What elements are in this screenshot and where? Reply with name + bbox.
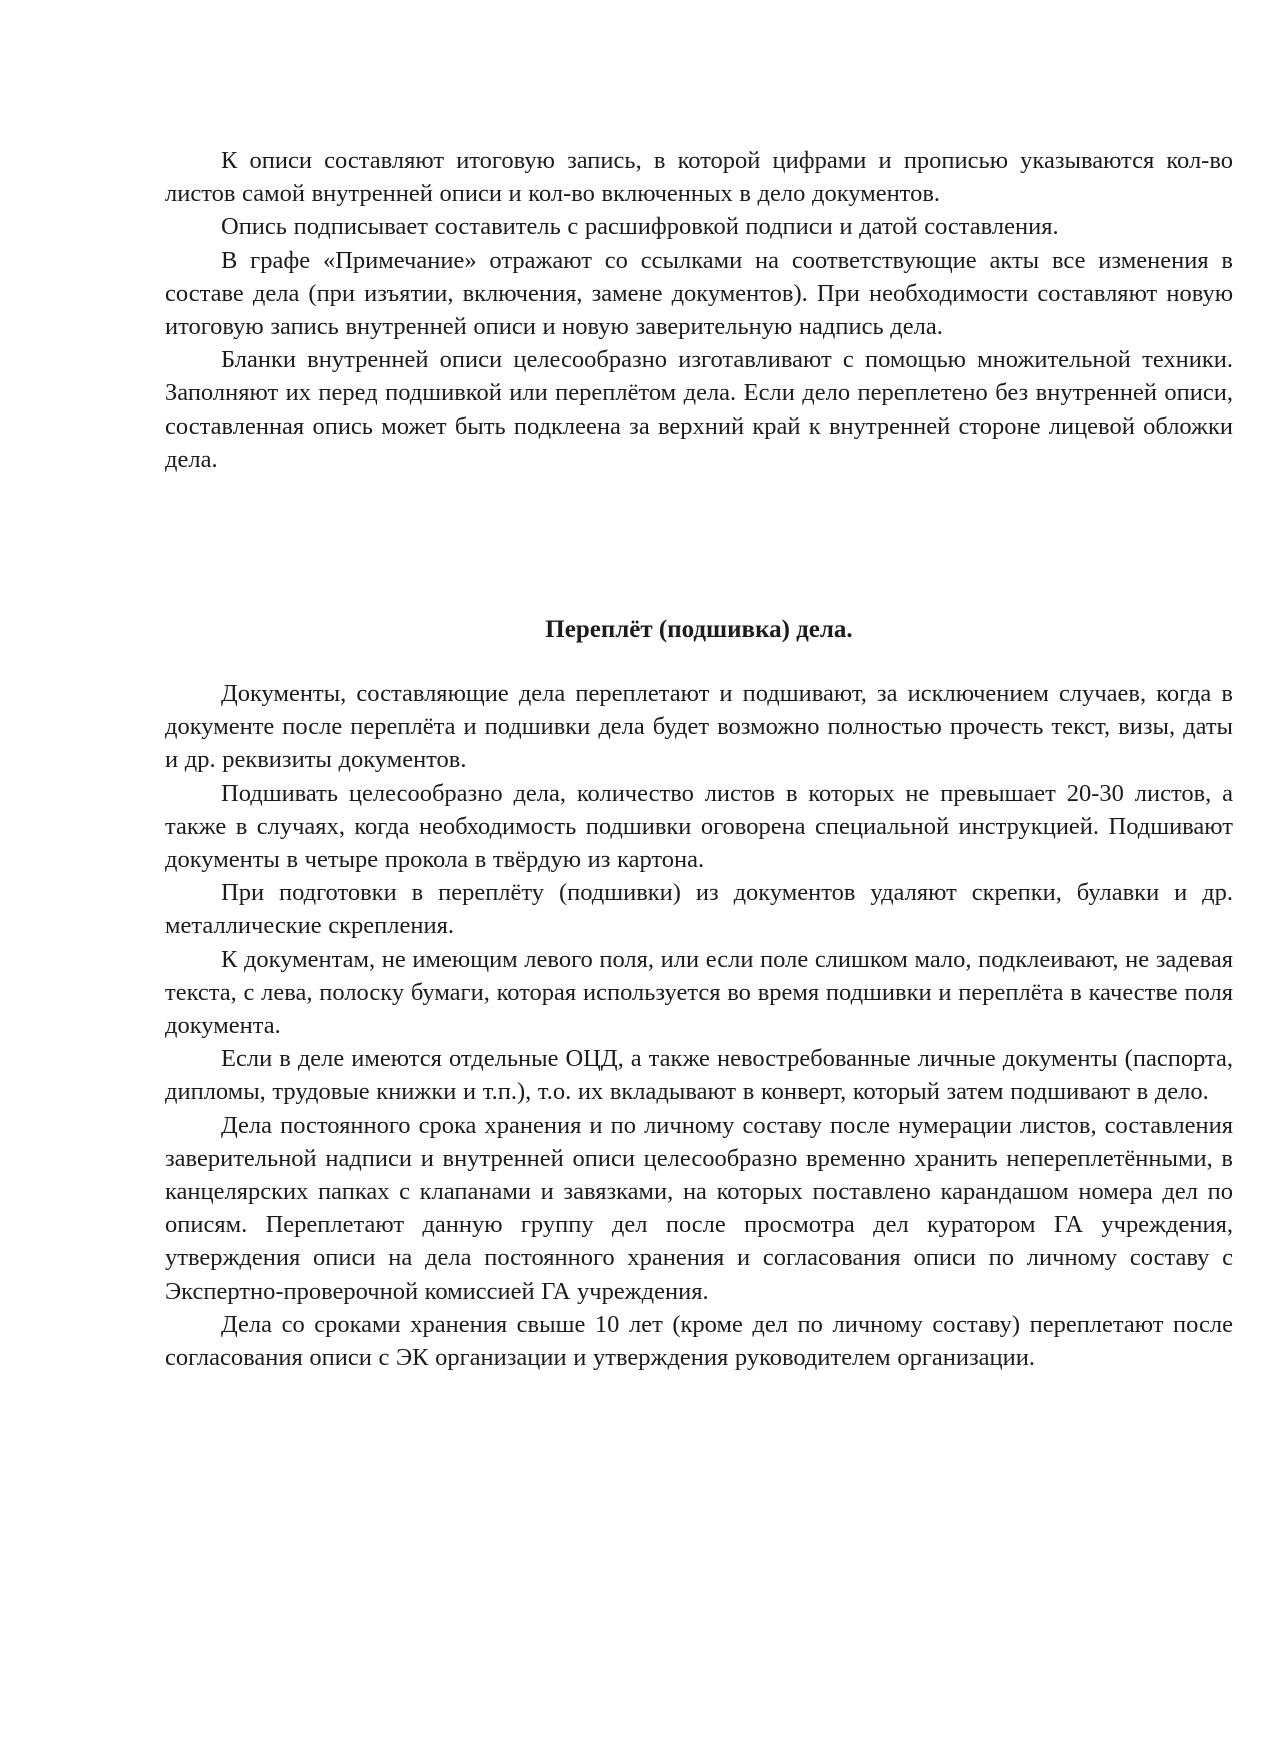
paragraph-binding-preparation: При подготовки в переплёту (подшивки) из документов удаляют скрепки, булавки и др. металлические скрепления. xyxy=(165,879,1233,940)
paragraph-binding-margin: К документам, не имеющим левого поля, или если поле слишком мало, подклеивают, не задевая текста, с лева, полоску бумаги, которая используется во время подшивки и переплёта в качестве поля документа. xyxy=(165,945,1233,1040)
paragraph-binding-sheet-count: Подшивать целесообразно дела, количество листов в которых не превышает 20-30 листов, а также в случаях, когда необходимость подшивки оговорена специальной инструкцией. Подшивают документы в четыре прокола в твёрдую из картона. xyxy=(165,779,1233,874)
paragraph-binding-permanent: Дела постоянного срока хранения и по личному составу после нумерации листов, составления заверительной надписи и внутренней описи целесообразно временно хранить непереплетёнными, в канцелярских папках с клапанами и завязками, на которых поставлено карандашом номера дел по описям. Переплетают данную группу дел после просмотра дел куратором ГА учреждения, утверждения описи на дела постоянного хранения и согласования описи по личному составу с Экспертно-проверочной комиссией ГА учреждения. xyxy=(165,1111,1233,1305)
paragraph-binding-general: Документы, составляющие дела переплетают и подшивают, за исключением случаев, когда в документе после переплёта и подшивки дела будет возможно полностью прочесть текст, визы, даты и др. реквизиты документов. xyxy=(165,680,1233,774)
paragraph-summary-record: К описи составляют итоговую запись, в которой цифрами и прописью указываются кол-во листов самой внутренней описи и кол-во включенных в дело документов. xyxy=(165,147,1233,208)
section-heading: Переплёт (подшивка) дела. xyxy=(545,616,853,643)
paragraph-notes-column: В графе «Примечание» отражают со ссылками на соответствующие акты все изменения в составе дела (при изъятии, включения, замене документов). При необходимости составляют новую итоговую запись внутренней описи и новую заверительную надпись дела. xyxy=(165,246,1233,341)
paragraph-binding-ten-years: Дела со сроками хранения свыше 10 лет (кроме дел по личному составу) переплетают после согласования описи с ЭК организации и утверждения руководителем организации. xyxy=(165,1310,1233,1372)
intro-text-block xyxy=(165,144,1233,476)
binding-text-block xyxy=(165,677,1233,1374)
paragraph-binding-envelope: Если в деле имеются отдельные ОЦД, а также невостребованные личные документы (паспорта, дипломы, трудовые книжки и т.п.), т.о. их вкладывают в конверт, который затем подшивают в дело. xyxy=(165,1045,1233,1106)
paragraph-inventory-forms: Бланки внутренней описи целесообразно изготавливают с помощью множительной техники. Заполняют их перед подшивкой или переплётом дела. Если дело переплетено без внутренней описи, составленная опись может быть подклеена за верхний край к внутренней стороне лицевой обложки дела. xyxy=(165,346,1233,473)
paragraph-inventory-signature: Опись подписывает составитель с расшифровкой подписи и датой составления. xyxy=(221,213,1059,241)
